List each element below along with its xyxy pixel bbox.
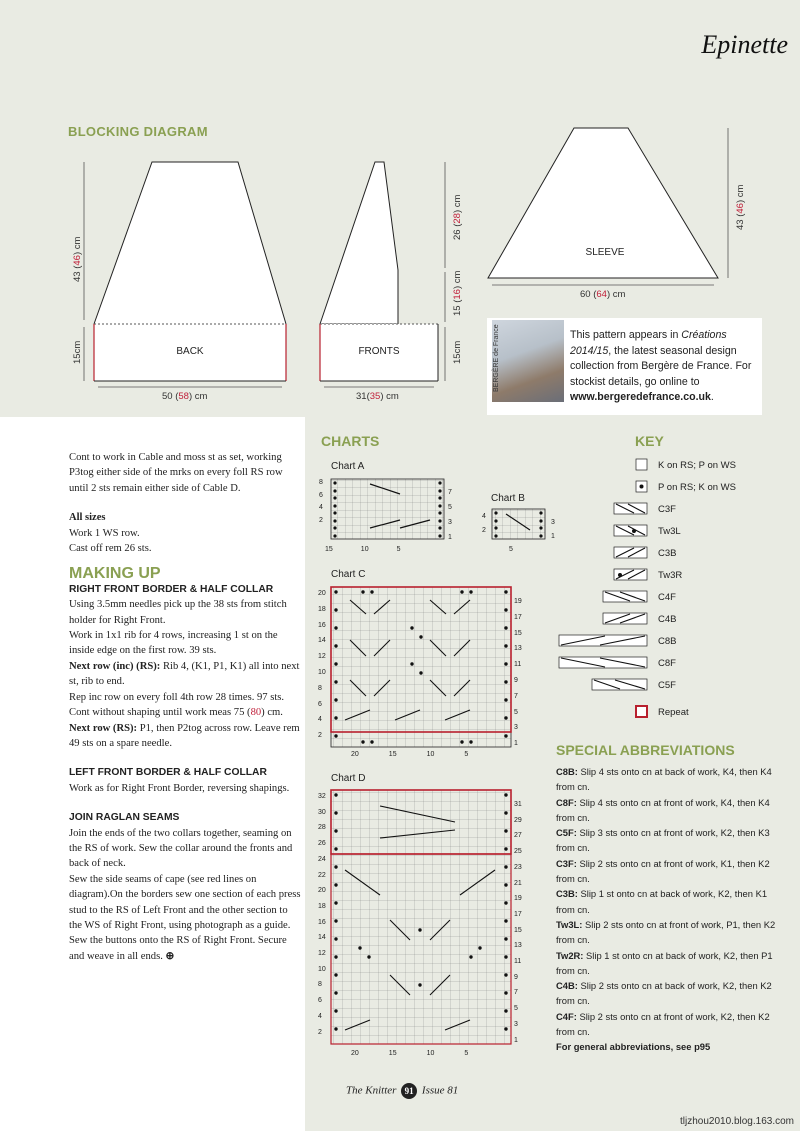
general-abbreviations-note: For general abbreviations, see p95 bbox=[556, 1041, 711, 1053]
abbr-tw2r: Tw2R: Slip 1 st onto cn at back of work, K2, then P1 from cn. bbox=[556, 949, 773, 976]
back-height-top-dim: 43 (46) cm bbox=[72, 236, 83, 282]
chart-d-right-numbers: 31 29 27 25 23 21 19 17 15 13 11 9 7 5 3 1 bbox=[514, 801, 522, 1044]
making-up-heading: MAKING UP bbox=[69, 565, 161, 583]
abbr-tw3l: Tw3L: Slip 2 sts onto cn at front of work, P1, then K2 from cn. bbox=[556, 918, 776, 946]
rfb-heading: RIGHT FRONT BORDER & HALF COLLAR bbox=[69, 583, 274, 595]
chart-c-right-numbers: 19 17 15 13 11 9 7 5 3 1 bbox=[514, 598, 522, 748]
key-heading: KEY bbox=[635, 433, 664, 449]
chart-a-label: Chart A bbox=[331, 461, 365, 472]
chart-b-left-numbers: 4 2 bbox=[482, 513, 486, 534]
abbr-c4b: C4B: Slip 2 sts onto cn at back of work, K2, then K2 from cn. bbox=[556, 980, 772, 1007]
rfb-step4: Rep inc row on every foll 4th row 28 times. 97 sts. bbox=[69, 691, 285, 703]
chart-b-right-numbers: 3 1 bbox=[551, 519, 555, 540]
back-label: BACK bbox=[176, 346, 204, 357]
key-item-c3f: C3F bbox=[658, 504, 676, 515]
rfb-step3: Next row (inc) (RS): Rib 4, (K1, P1, K1) all into next st, rib to end. bbox=[69, 660, 300, 688]
rfb-step2: Work in 1x1 rib for 4 rows, increasing 1 st on the inside edge on the first row. 39 sts. bbox=[69, 630, 278, 657]
chart-b-label: Chart B bbox=[491, 493, 525, 504]
sleeve-height-dim: 43 (46) cm bbox=[735, 184, 746, 230]
page-title: Epinette bbox=[701, 30, 788, 59]
key-item-repeat: Repeat bbox=[658, 707, 689, 718]
chart-c-label: Chart C bbox=[331, 569, 366, 580]
key-item-p-on-rs: P on RS; K on WS bbox=[658, 482, 736, 493]
lfb-heading: LEFT FRONT BORDER & HALF COLLAR bbox=[69, 767, 267, 779]
page-number: 91 bbox=[401, 1083, 417, 1099]
all-sizes-heading: All sizes bbox=[69, 512, 106, 524]
sleeve-width-dim: 60 (64) cm bbox=[580, 289, 626, 300]
abbr-c3b: C3B: Slip 1 st onto cn at back of work, K2, then K1 from cn. bbox=[556, 888, 768, 915]
key-item-k-on-rs: K on RS; P on WS bbox=[658, 460, 736, 471]
chart-a-grid bbox=[331, 479, 444, 539]
chart-c-grid bbox=[331, 587, 511, 747]
abbr-c4f: C4F: Slip 2 sts onto cn at front of work, K2, then K2 from cn. bbox=[556, 1010, 770, 1038]
key-item-c4b: C4B bbox=[658, 614, 677, 625]
cable-paragraph: Cont to work in Cable and moss st as set, working P3tog either side of the mrks on every foll RS row until 2 sts remain either side of Cable D. bbox=[69, 452, 283, 494]
rfb-step5: Cont without shaping until work meas 75 (80) cm. bbox=[69, 707, 283, 719]
page-footer: The Knitter 91 Issue 81 bbox=[346, 1083, 458, 1099]
chart-a-bottom-numbers: 15 10 5 bbox=[325, 546, 401, 553]
promo-brand-logo: BERGÈRE de France bbox=[493, 324, 500, 392]
back-height-bottom-dim: 15cm bbox=[72, 340, 83, 364]
charts-heading: CHARTS bbox=[321, 433, 380, 449]
chart-b-bottom-numbers: 5 bbox=[509, 546, 513, 553]
special-abbreviations-heading: SPECIAL ABBREVIATIONS bbox=[556, 742, 735, 758]
chart-c-bottom-numbers: 20 15 10 5 bbox=[351, 751, 469, 758]
chart-a-right-numbers: 7 5 3 1 bbox=[448, 489, 452, 541]
join-step3: Sew the buttons onto the RS of Right Front. Secure and weave in all ends. ⊕ bbox=[69, 935, 287, 962]
abbr-c8b: C8B: Slip 4 sts onto cn at back of work, K4, then K4 from cn. bbox=[556, 766, 772, 793]
abbr-c8f: C8F: Slip 4 sts onto cn at front of work, K4, then K4 from cn. bbox=[556, 796, 770, 823]
key-item-c5f: C5F bbox=[658, 680, 676, 691]
key-item-c4f: C4F bbox=[658, 592, 676, 603]
lfb-step1: Work as for Right Front Border, reversing shapings. bbox=[69, 782, 290, 794]
end-mark-icon: ⊕ bbox=[165, 950, 175, 962]
key-item-c8f: C8F bbox=[658, 658, 676, 669]
fronts-label: FRONTS bbox=[358, 346, 400, 357]
promo-text: This pattern appears in Créations 2014/15, the latest seasonal design collection from Bergère de France. For stockist details, go online to www.bergeredefrance.co.uk. bbox=[570, 329, 752, 403]
fronts-h2-dim: 15 (16) cm bbox=[452, 270, 463, 316]
key-item-c8b: C8B bbox=[658, 636, 677, 647]
cast-off: Cast off rem 26 sts. bbox=[69, 543, 152, 555]
work-ws-row: Work 1 WS row. bbox=[69, 527, 140, 539]
join-step1: Join the ends of the two collars together, seaming on the RS of work. Sew the collar around the fronts and back of neck. bbox=[69, 827, 293, 870]
chart-b-grid bbox=[492, 509, 545, 539]
fronts-h1-dim: 26 (28) cm bbox=[452, 194, 463, 240]
join-raglan-heading: JOIN RAGLAN SEAMS bbox=[69, 812, 180, 824]
promo-url-link[interactable]: www.bergeredefrance.co.uk bbox=[570, 391, 711, 403]
sleeve-label: SLEEVE bbox=[585, 247, 625, 258]
abbr-c5f: C5F: Slip 3 sts onto cn at front of work, K2, then K3 from cn. bbox=[556, 827, 770, 854]
abbreviations-list bbox=[556, 764, 788, 1055]
chart-a-left-numbers: 8 6 4 2 bbox=[319, 479, 323, 524]
chart-d-bottom-numbers: 20 15 10 5 bbox=[351, 1050, 469, 1057]
rfb-step6: Next row (RS): P1, then P2tog across row. Leave rem 49 sts on a spare needle. bbox=[69, 722, 300, 749]
fronts-h3-dim: 15cm bbox=[452, 340, 463, 364]
key-item-c3b: C3B bbox=[658, 548, 677, 559]
fronts-width-dim: 31(35) cm bbox=[356, 391, 399, 402]
chart-d-left-numbers: 32 30 28 26 24 22 20 18 16 14 12 10 8 6 4 2 bbox=[318, 793, 326, 1036]
rfb-step1: Using 3.5mm needles pick up the 38 sts from stitch holder for Right Front. bbox=[69, 599, 287, 626]
join-step2: Sew the side seams of cape (see red lines on diagram).On the borders sew one section of each press stud to the RS of Left Front and the other section to the WS of Right Front, using photograph as a guide. bbox=[69, 873, 301, 931]
key-item-tw3r: Tw3R bbox=[658, 570, 683, 581]
back-width-dim: 50 (58) cm bbox=[162, 391, 208, 402]
key-item-tw3l: Tw3L bbox=[658, 526, 681, 537]
watermark: tljzhou2010.blog.163.com bbox=[680, 1116, 794, 1127]
chart-c-left-numbers: 20 18 16 14 12 10 8 6 4 2 bbox=[318, 590, 326, 740]
abbr-c3f: C3F: Slip 2 sts onto cn at front of work, K1, then K2 from cn. bbox=[556, 857, 770, 885]
chart-d-grid bbox=[331, 790, 511, 1044]
blocking-diagram-heading: BLOCKING DIAGRAM bbox=[68, 124, 208, 139]
chart-d-label: Chart D bbox=[331, 773, 366, 784]
